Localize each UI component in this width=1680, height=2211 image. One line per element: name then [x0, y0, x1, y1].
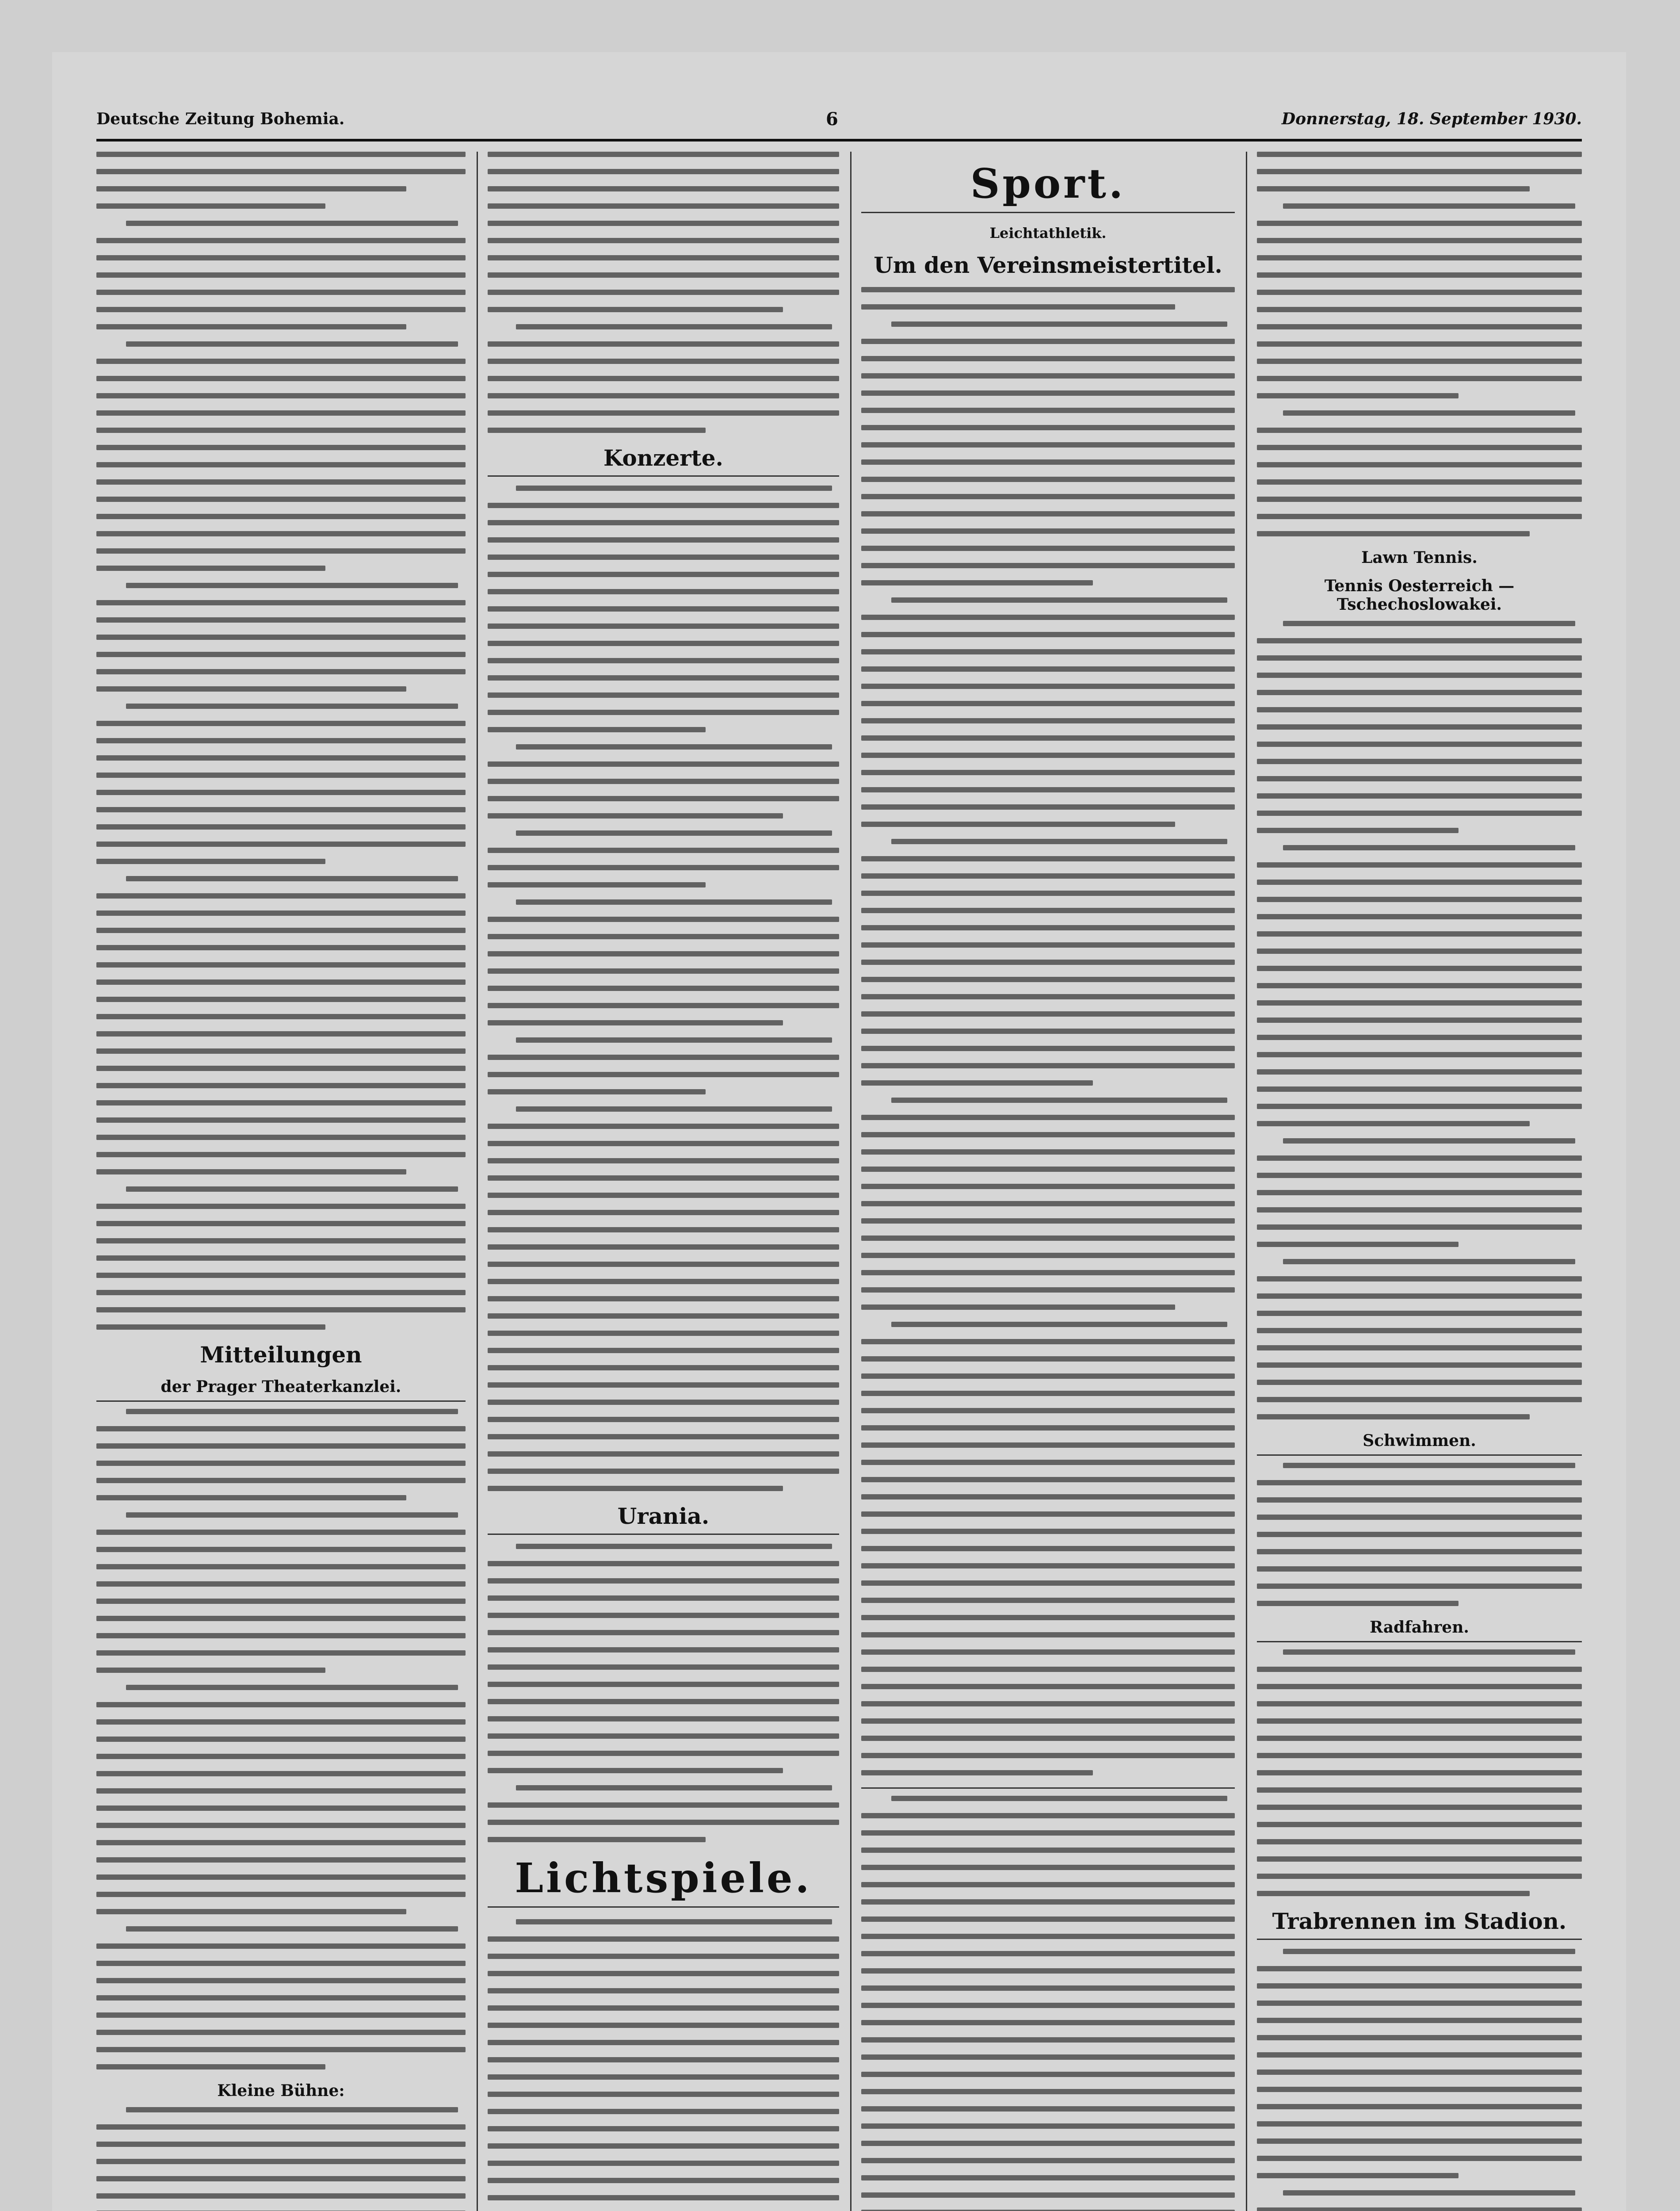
column-divider — [850, 152, 851, 2211]
heading-schwimmen: Schwimmen. — [1257, 1431, 1582, 1456]
column-divider — [477, 152, 478, 2211]
heading-lichtspiele: Lichtspiele. — [488, 1854, 839, 1908]
newspaper-page — [52, 52, 1626, 2211]
heading-leichtathletik: Leichtathletik. — [989, 225, 1107, 241]
heading-sport: Sport. — [861, 160, 1235, 213]
heading-radfahren: Radfahren. — [1257, 1618, 1582, 1642]
heading-tennis-match: Tennis Oesterreich — Tschechoslowakei. — [1324, 577, 1515, 614]
issue-date: Donnerstag, 18. September 1930. — [1281, 110, 1582, 128]
heading-lawn-tennis: Lawn Tennis. — [1361, 548, 1478, 567]
page-number: 6 — [826, 109, 838, 130]
header-rule — [96, 139, 1582, 142]
newspaper-name: Deutsche Zeitung Bohemia. — [96, 110, 345, 128]
running-header — [96, 105, 1582, 136]
heading-urania: Urania. — [488, 1503, 839, 1535]
heading-theaterkanzlei: der Prager Theaterkanzlei. — [96, 1377, 466, 1402]
column-culture — [488, 152, 839, 2211]
column-divider — [1246, 152, 1247, 2211]
column-theater — [96, 152, 466, 2211]
heading-konzerte: Konzerte. — [488, 445, 839, 477]
section-rule — [861, 1787, 1235, 1789]
heading-kleine-buehne: Kleine Bühne: — [217, 2081, 345, 2100]
heading-trabrennen: Trabrennen im Stadion. — [1257, 1908, 1582, 1940]
column-sport-2 — [1257, 152, 1582, 2211]
column-sport — [861, 152, 1235, 2211]
heading-vereinsmeistertitel: Um den Vereinsmeistertitel. — [874, 252, 1222, 278]
heading-mitteilungen: Mitteilungen — [200, 1342, 362, 1368]
